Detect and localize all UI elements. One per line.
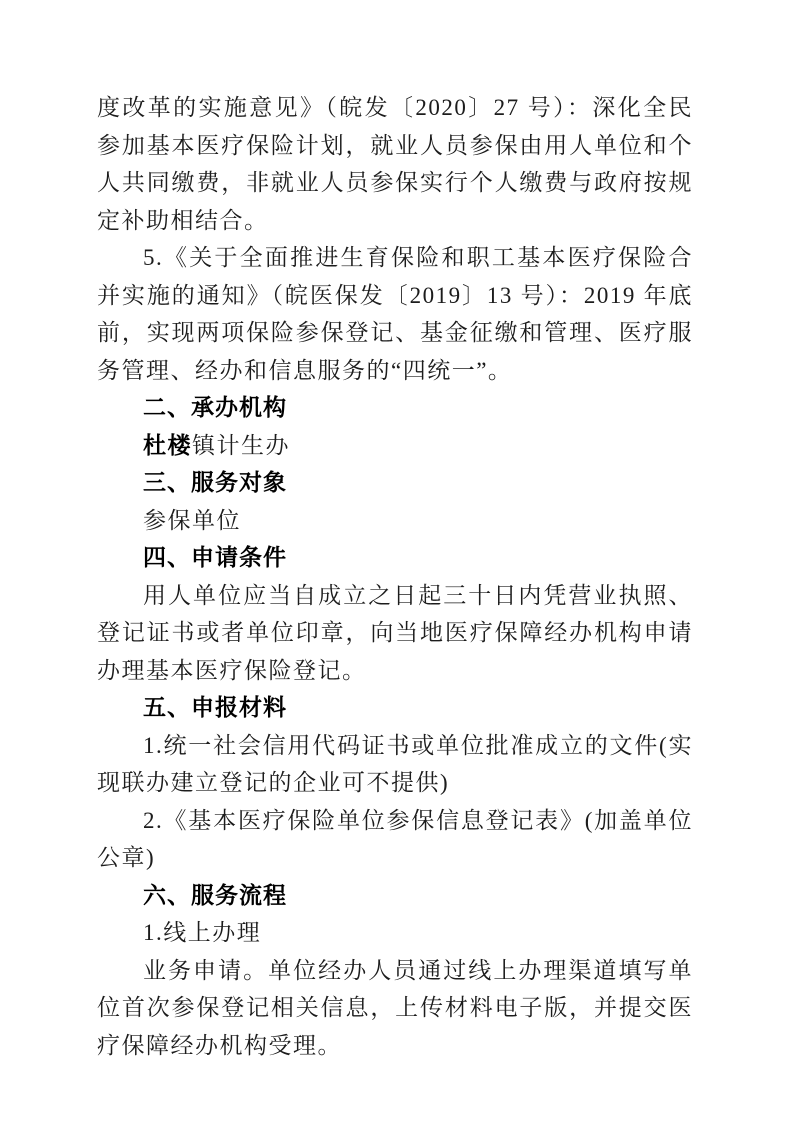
agency-name-bold: 杜楼 — [143, 431, 192, 458]
paragraph: 5.《关于全面推进生育保险和职工基本医疗保险合并实施的通知》（皖医保发〔2019〕13 号）：2019 年底前，实现两项保险参保登记、基金征缴和管理、医疗服务管理、经办和信息服务的“四统一”。 — [97, 245, 693, 383]
section-heading: 五、申报材料 — [143, 694, 287, 720]
section-heading: 四、申请条件 — [143, 544, 287, 570]
paragraph: 参保单位 — [143, 507, 241, 533]
paragraph: 度改革的实施意见》（皖发〔2020〕27 号）：深化全民参加基本医疗保险计划，就业人员参保由用人单位和个人共同缴费，非就业人员参保实行个人缴费与政府按规定补助相结合。 — [97, 95, 693, 233]
paragraph: 2.《基本医疗保险单位参保信息登记表》(加盖单位公章) — [97, 807, 693, 870]
section-heading: 六、服务流程 — [143, 881, 287, 908]
paragraph: 用人单位应当自成立之日起三十日内凭营业执照、登记证书或者单位印章，向当地医疗保障经办机构申请办理基本医疗保险登记。 — [97, 582, 693, 683]
paragraph: 业务申请。单位经办人员通过线上办理渠道填写单位首次参保登记相关信息，上传材料电子版，并提交医疗保障经办机构受理。 — [97, 957, 693, 1058]
paragraph: 1.统一社会信用代码证书或单位批准成立的文件(实现联办建立登记的企业可不提供) — [97, 732, 693, 795]
document-body — [97, 89, 693, 1064]
paragraph: 1.线上办理 — [143, 920, 262, 945]
agency-paragraph: 杜楼镇计生办 — [143, 431, 290, 458]
section-heading: 二、承办机构 — [143, 394, 287, 420]
section-heading: 三、服务对象 — [143, 469, 287, 495]
